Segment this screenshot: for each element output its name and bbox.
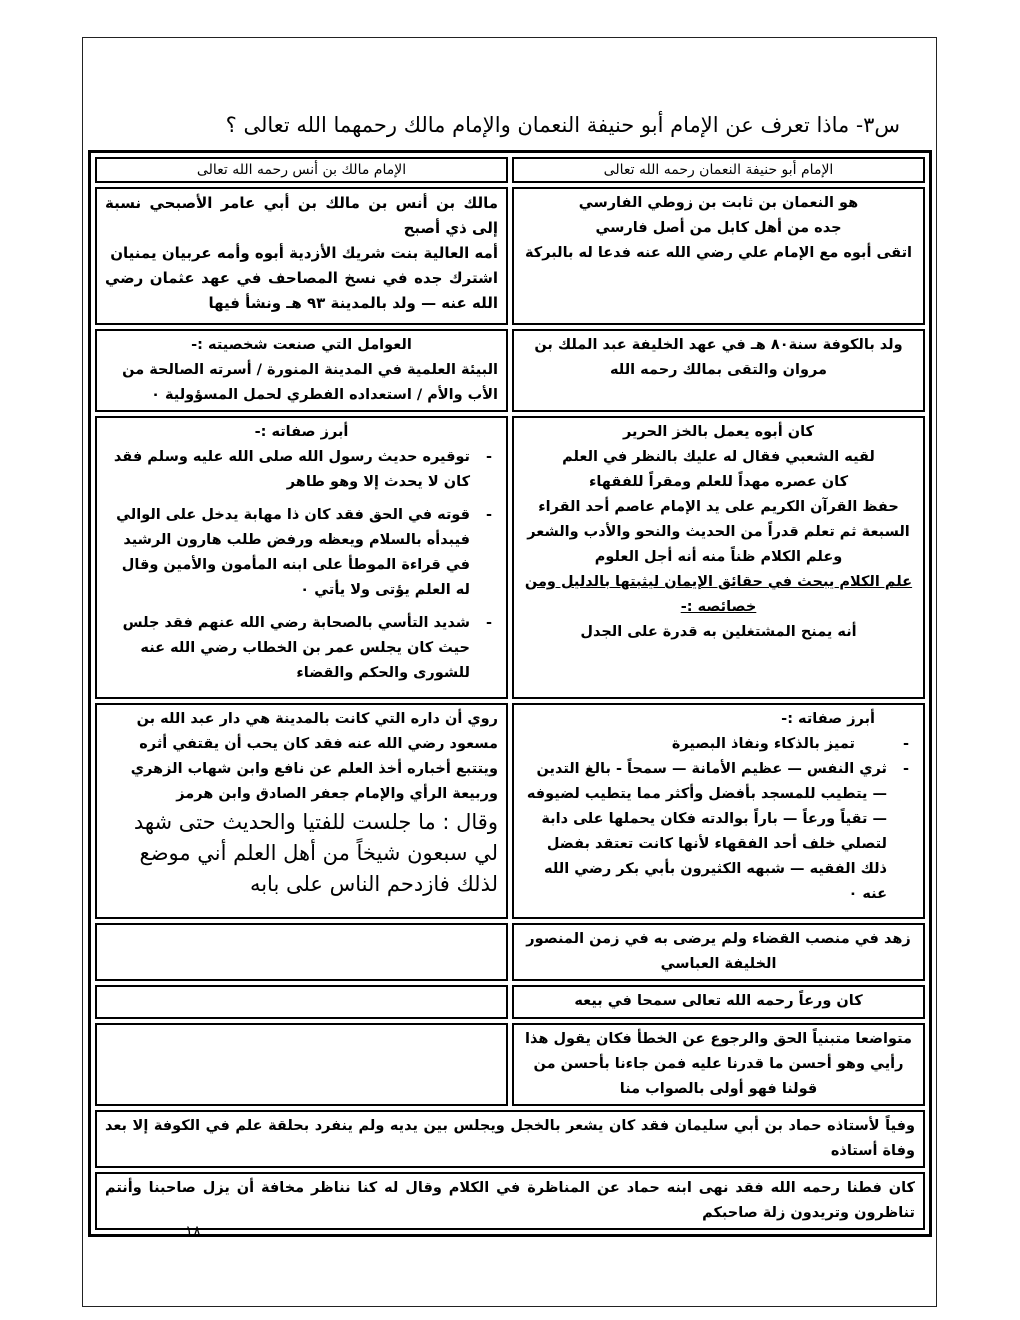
abu-hanifa-birth: ولد بالكوفة سنة٨٠ هـ في عهد الخليفة عبد الملك بن مروان والتقى بمالك رحمه الله bbox=[512, 329, 925, 412]
table-row bbox=[95, 1110, 925, 1168]
wisdom-note: كان فطنا رحمه الله فقد نهى ابنه حماد عن المناظرة في الكلام وقال له كنا نناظر مخافة أن يزل صاحبنا وأنتم تناظرون وتريدون زلة صاحبكم bbox=[95, 1172, 925, 1230]
list-item: - شديد التأسي بالصحابة رضي الله عنهم فقد جلس حيث كان يجلس عمر بن الخطاب رضي الله عنه للشورى والحكم والقضاء bbox=[105, 611, 498, 686]
abu-hanifa-humility: متواضعا متبنياً الحق والرجوع عن الخطأ فكان يقول هذا رأيي وهو أحسن ما قدرنا عليه فمن جاءنا بأحسن من قولنا فهو أولى بالصواب منا bbox=[512, 1023, 925, 1106]
abu-hanifa-trade: كان ورعاً رحمه الله تعالى سمحا في بيعه bbox=[512, 985, 925, 1019]
list-item: - ثري النفس — عظيم الأمانة — سمحاً - بالغ التدين — يتطيب للمسجد بأفضل وأكثر مما يتطيب لضيوفه — تقياً ورعاً — باراً بوالدته فكان يحملها على دابة لتصلي خلف أحد الفقهاء لأنها كانت تعتقد بفضل ذلك الفقيه — شبهه الكثيرون بأبي بكر رضي الله عنه ٠ bbox=[522, 757, 915, 907]
abu-hanifa-lineage: هو النعمان بن ثابت بن زوطي الفارسي جده من أهل كابل من أصل فارسي اتقى أبوه مع الإمام علي رضي الله عنه فدعا له بالبركة bbox=[512, 187, 925, 325]
empty-cell bbox=[95, 923, 508, 981]
loyalty-note: وفياً لأستاذه حماد بن أبي سليمان فقد كان يشعر بالخجل ويجلس بين يديه ولم ينفرد بحلقة علم في الكوفة إلا بعد وفاة أستاذه bbox=[95, 1110, 925, 1168]
abu-hanifa-judgeship: زهد في منصب القضاء ولم يرضى به في زمن المنصور الخليفة العباسي bbox=[512, 923, 925, 981]
table-row bbox=[95, 329, 925, 412]
table-row bbox=[95, 923, 925, 981]
malik-quote: وقال : ما جلست للفتيا والحديث حتى شهد لي سبعون شيخاً من أهل العلم أني موضع لذلك فازدحم الناس على بابه bbox=[133, 810, 498, 896]
table-row bbox=[95, 416, 925, 699]
malik-qualities: أبرز صفاته :- - توقيره حديث رسول الله صلى الله عليه وسلم فقد كان لا يحدث إلا وهو طاهر - قوته في الحق فقد كان ذا مهابة يدخل على الوالي فيبدأه بالسلام ويعظه ورفض طلب هارون الرشيد في قراءة الموطأ على ابنه المأمون والأمين وقال له العلم يؤتى ولا يأتي ٠ - شديد التأسي بالصحابة رضي الله عنهم فقد جلس حيث كان يجلس عمر بن الخطاب رضي الله عنه للشورى والحكم والقضاء bbox=[95, 416, 508, 699]
header-row bbox=[95, 157, 925, 183]
abu-hanifa-qualities: أبرز صفاته :- - تميز بالذكاء ونفاذ البصيرة - ثري النفس — عظيم الأمانة — سمحاً - بالغ التدين — يتطيب للمسجد بأفضل وأكثر مما يتطيب لضيوفه — تقياً ورعاً — باراً بوالدته فكان يحملها على دابة لتصلي خلف أحد الفقهاء لأنها كانت تعتقد بفضل ذلك الفقيه — شبهه الكثيرون بأبي بكر رضي الله عنه ٠ bbox=[512, 703, 925, 919]
header-abu-hanifa: الإمام أبو حنيفة النعمان رحمه الله تعالى bbox=[512, 157, 925, 183]
page-number: ١٨ bbox=[185, 1222, 202, 1240]
empty-cell bbox=[95, 985, 508, 1019]
comparison-table bbox=[88, 150, 932, 1237]
abu-hanifa-education: كان أبوه يعمل بالخز الحرير لقيه الشعبي فقال له عليك بالنظر في العلم كان عصره مهداً للعلم ومقراً للفقهاء حفظ القرآن الكريم على يد الإمام عاصم أحد القراء السبعة ثم تعلم قدراً من الحديث والنحو والأدب والشعر وعلم الكلام ظناً منه أنه أجل العلوم علم الكلام يبحث في حقائق الإيمان ليثبتها بالدليل ومن خصائصه :- أنه يمنح المشتغلين به قدرة على الجدل bbox=[512, 416, 925, 699]
list-item: - تميز بالذكاء ونفاذ البصيرة bbox=[522, 732, 915, 757]
malik-teachers: روي أن داره التي كانت بالمدينة هي دار عبد الله بن مسعود رضي الله عنه فقد كان يحب أن يقتفي أثره ويتتبع أخباره أخذ العلم عن نافع وابن شهاب الزهري وربيعة الرأي والإمام جعفر الصادق وابن هرمز وقال : ما جلست للفتيا والحديث حتى شهد لي سبعون شيخاً من أهل العلم أني موضع لذلك فازدحم الناس على بابه bbox=[95, 703, 508, 919]
list-item: - توقيره حديث رسول الله صلى الله عليه وسلم فقد كان لا يحدث إلا وهو طاهر bbox=[105, 445, 498, 495]
malik-lineage: مالك بن أنس بن مالك بن أبي عامر الأصبحي نسبة إلى ذي أصبح أمه العالية بنت شريك الأزدية أبوه وأمه عربيان يمنيان اشترك جده في نسخ المصاحف في عهد عثمان رضي الله عنه — ولد بالمدينة ٩٣ هـ ونشأ فيها bbox=[95, 187, 508, 325]
table-row bbox=[95, 187, 925, 325]
table-row bbox=[95, 1023, 925, 1106]
table-row bbox=[95, 1172, 925, 1230]
header-malik: الإمام مالك بن أنس رحمه الله تعالى bbox=[95, 157, 508, 183]
table-row bbox=[95, 703, 925, 919]
malik-factors: العوامل التي صنعت شخصيته :- البيئة العلمية في المدينة المنورة / أسرته الصالحة من الأب والأم / استعداده الفطري لحمل المسؤولية ٠ bbox=[95, 329, 508, 412]
list-item: - قوته في الحق فقد كان ذا مهابة يدخل على الوالي فيبدأه بالسلام ويعظه ورفض طلب هارون الرشيد في قراءة الموطأ على ابنه المأمون والأمين وقال له العلم يؤتى ولا يأتي ٠ bbox=[105, 503, 498, 603]
empty-cell bbox=[95, 1023, 508, 1106]
table-row bbox=[95, 985, 925, 1019]
question-heading: س٣- ماذا تعرف عن الإمام أبو حنيفة النعمان والإمام مالك رحمهما الله تعالى ؟ bbox=[225, 113, 900, 137]
kalam-definition: علم الكلام يبحث في حقائق الإيمان ليثبتها بالدليل ومن خصائصه :- bbox=[524, 574, 913, 615]
